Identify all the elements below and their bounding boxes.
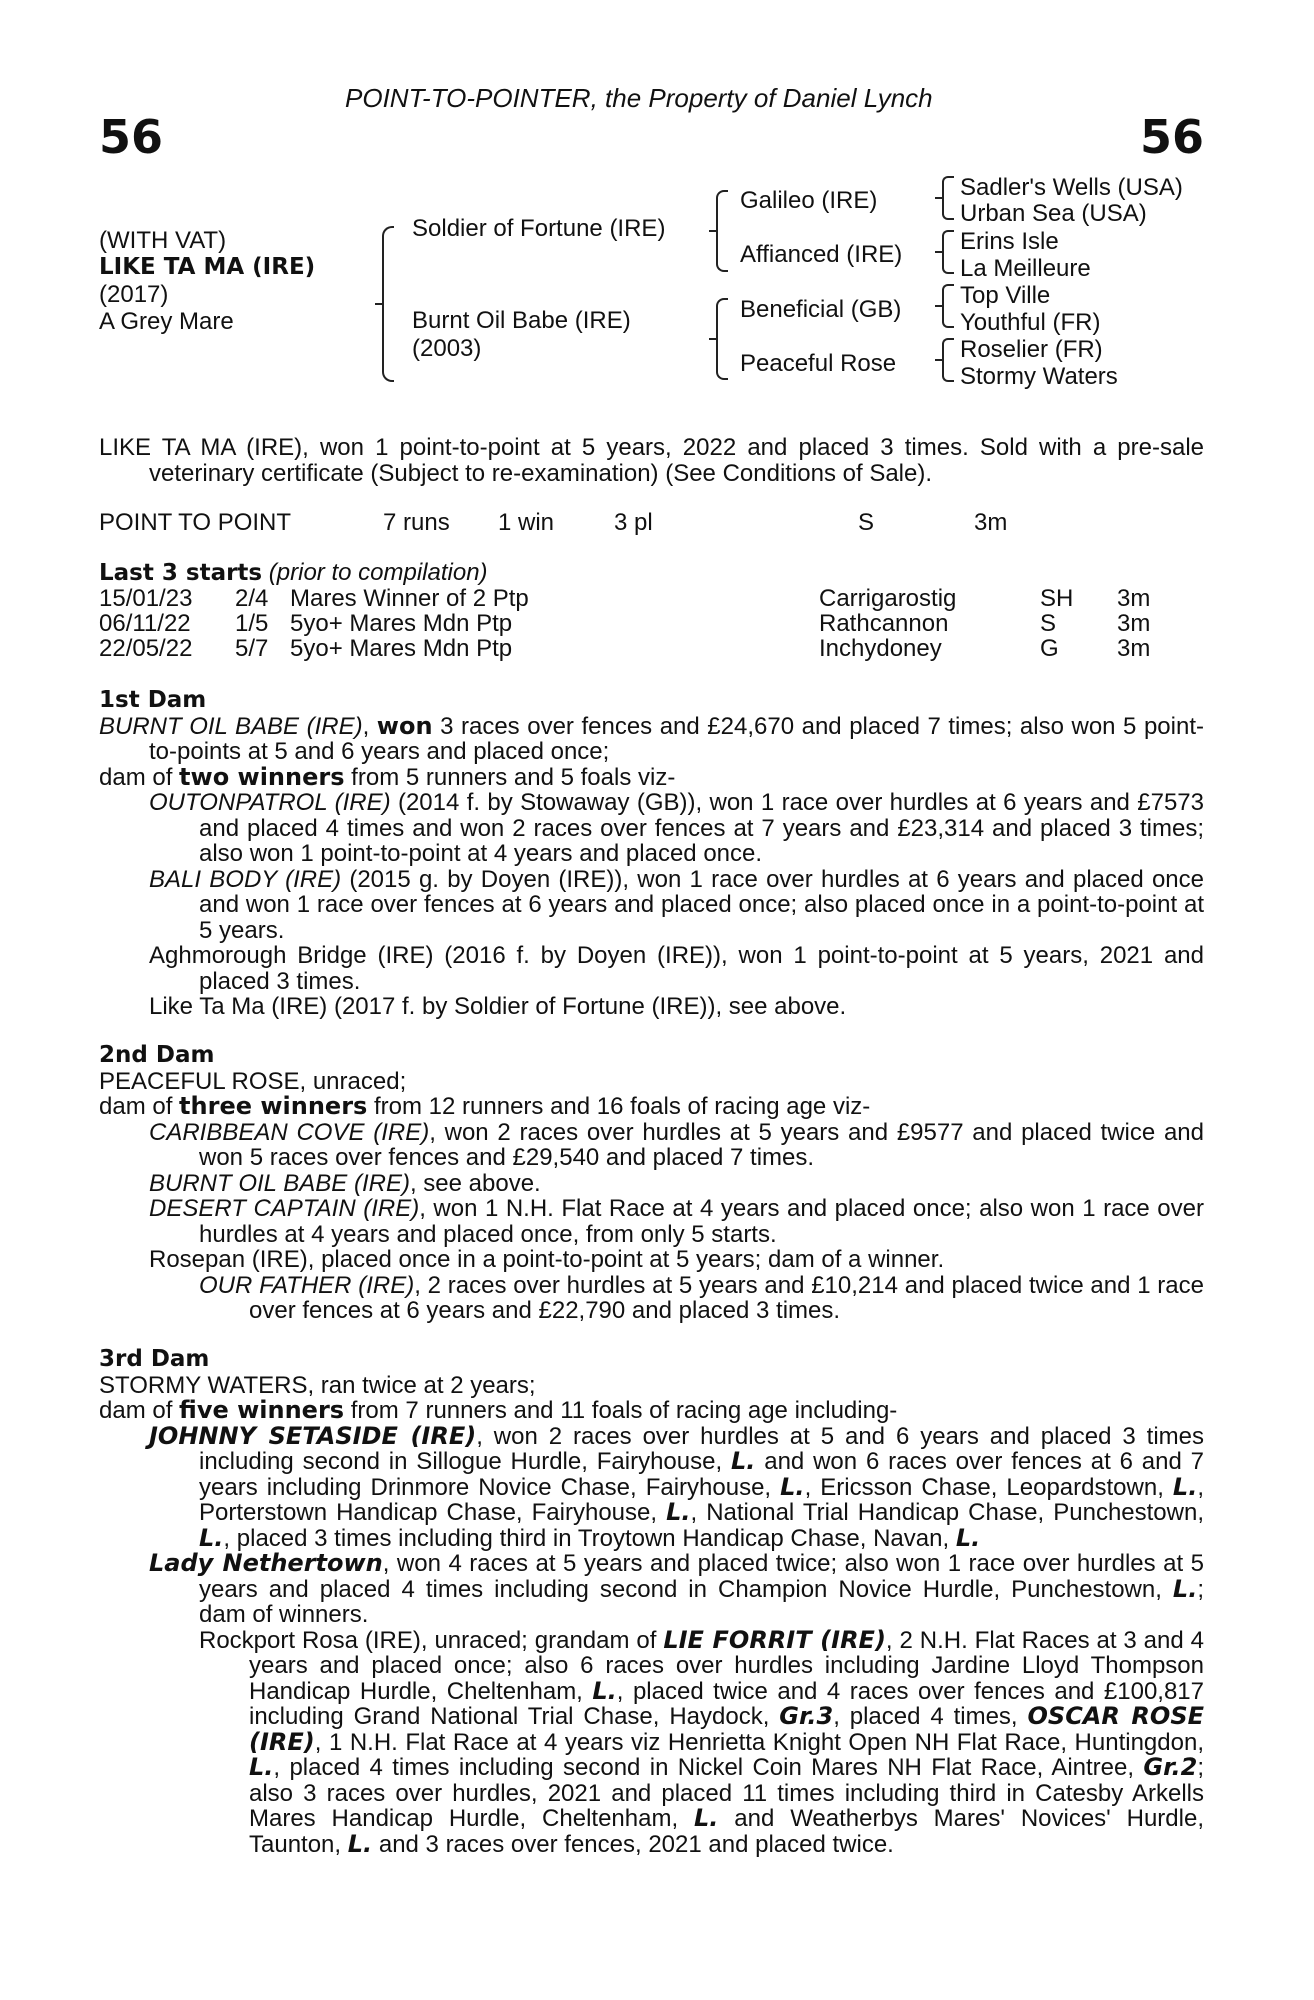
produce-name: CARIBBEAN COVE (IRE) [149, 1118, 430, 1146]
winners-count: five winners [179, 1396, 345, 1424]
produce-item [149, 867, 1204, 944]
produce-item: Lady Nethertown, won 4 races at 5 years and placed twice; also won 1 race over hurdles at 5 years and placed 4 times including second in Champion Novice Hurdle, Punchestown, L.; dam of winners. [149, 1549, 1205, 1628]
granddam-line: Urban Sea (USA) [960, 200, 1147, 227]
record-label: POINT TO POINT [99, 509, 292, 536]
start-position: 2/4 [235, 585, 269, 612]
pedigree-brace-3b [942, 230, 954, 274]
produce-text: (2015 g. by Doyen (IRE)), won 1 race over hurdles at 6 years and placed once and won 1 race over fences at 6 years and placed once; also placed once in a point-to-point at 5 years. [199, 865, 1204, 944]
produce-name: OUR FATHER (IRE) [199, 1271, 415, 1299]
won-label: won [376, 711, 433, 740]
start-going: G [1040, 635, 1059, 662]
record-runs: 7 runs [383, 509, 450, 536]
granddam-line: Sadler's Wells (USA) [960, 174, 1183, 201]
listed-badge: L. [249, 1753, 274, 1781]
granddam-line: Youthful (FR) [960, 309, 1101, 336]
produce-name: LIE FORRIT (IRE) [663, 1625, 886, 1654]
pedigree-brace-2b [716, 298, 728, 380]
granddam-line: Top Ville [960, 282, 1051, 309]
record-distance: 3m [974, 509, 1008, 536]
third-dam-record: STORMY WATERS, ran twice at 2 years; [99, 1371, 536, 1399]
listed-badge: L. [199, 1523, 224, 1552]
start-going: SH [1040, 585, 1074, 612]
produce-text: , 2 races over hurdles at 5 years and £10,214 and placed twice and 1 race over fences at 6 years and £22,790 and placed 3 times. [249, 1271, 1204, 1324]
first-dam-title: 1st Dam [99, 687, 207, 713]
horse-description: A Grey Mare [99, 308, 234, 335]
lot-number-left: 56 [99, 110, 164, 164]
listed-badge: L. [694, 1804, 719, 1832]
listed-badge: L. [666, 1498, 691, 1526]
start-date: 06/11/22 [99, 610, 191, 637]
dam-year: (2003) [412, 335, 482, 362]
start-race: Mares Winner of 2 Ptp [290, 585, 529, 612]
first-dam-name: BURNT OIL BABE (IRE) [99, 712, 363, 740]
winners-count: two winners [179, 762, 345, 791]
produce-name: OSCAR ROSE (IRE) [249, 1702, 1204, 1756]
start-course: Inchydoney [819, 635, 942, 662]
produce-name: BURNT OIL BABE (IRE) [149, 1169, 410, 1197]
listed-badge: L. [1172, 1574, 1198, 1603]
second-dam-record: PEACEFUL ROSE, unraced; [99, 1067, 407, 1095]
start-going: S [1040, 610, 1057, 637]
start-row [0, 586, 1314, 612]
pedigree-brace-2a [716, 190, 728, 272]
listed-badge: L. [1172, 1472, 1198, 1501]
start-course: Carrigarostig [819, 585, 957, 612]
horse-year: (2017) [99, 281, 169, 308]
dam-of-text: dam of [99, 1093, 180, 1120]
last-starts-heading [99, 560, 488, 587]
dam-of-text: dam of [99, 1397, 180, 1424]
first-dam-record: BURNT OIL BABE (IRE), won 3 races over fences and £24,670 and placed 7 times; also won 5 point-to-points at 5 and 6 years and placed once; [99, 711, 1204, 765]
listed-badge: L. [592, 1676, 617, 1705]
first-dam-record-text: 3 races over fences and £24,670 and placed 7 times; also won 5 point-to-points at 5 and 6 years and placed once; [149, 712, 1204, 765]
dam-of-rest: from 5 runners and 5 foals viz- [344, 763, 676, 791]
listed-badge: L. [955, 1523, 981, 1552]
produce-item [149, 790, 1204, 867]
produce-name: DESERT CAPTAIN (IRE) [149, 1195, 420, 1222]
sire-dam: Affianced (IRE) [740, 241, 903, 268]
start-course: Rathcannon [819, 610, 949, 637]
summary-block [99, 435, 1204, 486]
produce-text: , won 1 N.H. Flat Race at 4 years and placed once; also won 1 race over hurdles at 4 years and placed once, from only 5 starts. [199, 1195, 1204, 1248]
pedigree-brace-3d [942, 338, 954, 382]
granddam-line: La Meilleure [960, 255, 1091, 282]
summary-text: LIKE TA MA (IRE), won 1 point-to-point at 5 years, 2022 and placed 3 times. Sold with a pre-sale veterinary certificate (Subject to re-examination) (See Conditions of Sale). [99, 434, 1204, 487]
produce-text: (2014 f. by Stowaway (GB)), won 1 race over hurdles at 6 years and £7573 and placed 4 times and won 2 races over fences at 7 years and £23,314 and placed 3 times; also won 1 point-to-point at 4 years and placed once. [199, 789, 1204, 867]
dam-of-rest: from 7 runners and 11 foals of racing age including- [344, 1397, 898, 1424]
vat-note: (WITH VAT) [99, 227, 227, 254]
second-dam-section [99, 1043, 1204, 1324]
granddam-line: Stormy Waters [960, 363, 1118, 390]
start-race: 5yo+ Mares Mdn Ptp [290, 635, 513, 662]
start-position: 5/7 [235, 635, 269, 662]
third-dam-dam-of [99, 1398, 1204, 1424]
record-placed: 3 pl [614, 509, 653, 536]
start-distance: 3m [1117, 635, 1151, 662]
group2-badge: Gr.2 [1143, 1753, 1198, 1781]
produce-item [199, 1273, 1204, 1324]
third-dam-title: 3rd Dam [99, 1346, 210, 1372]
sire: Soldier of Fortune (IRE) [412, 215, 666, 242]
first-dam-dam-of [99, 762, 1204, 791]
produce-item: Rockport Rosa (IRE), unraced; grandam of LIE FORRIT (IRE), 2 N.H. Flat Races at 3 and 4 years and placed once; also 6 races over hurdles including Jardine Lloyd Thompson Handicap Hurdle, Cheltenham, L., placed twice and 4 races over fences and £100,817 including Grand National Trial Chase, Haydock, Gr.3, placed 4 times, OSCAR ROSE (IRE), 1 N.H. Flat Race at 4 years viz Henrietta Knight Open NH Flat Race, Huntingdon, L., placed 4 times including second in Nickel Coin Mares NH Flat Race, Aintree, Gr.2; also 3 races over hurdles, 2021 and placed 11 times including third in Catesby Arkells Mares Handicap Hurdle, Cheltenham, L. and Weatherbys Mares' Novices' Hurdle, Taunton, L. and 3 races over fences, 2021 and placed twice. [199, 1625, 1204, 1858]
pedigree-brace-3a [942, 176, 954, 220]
produce-item [149, 1171, 1204, 1197]
listed-badge: L. [780, 1472, 805, 1501]
produce-item: Aghmorough Bridge (IRE) (2016 f. by Doyen (IRE)), won 1 point-to-point at 5 years, 2021 and placed 3 times. [149, 942, 1204, 995]
produce-item [149, 1120, 1204, 1171]
produce-item: Rosepan (IRE), placed once in a point-to-point at 5 years; dam of a winner. [149, 1246, 945, 1273]
second-dam-dam-of [99, 1094, 1204, 1120]
produce-text: , see above. [409, 1169, 541, 1197]
granddam-line: Erins Isle [960, 228, 1059, 255]
produce-name: OUTONPATROL (IRE) [149, 789, 391, 816]
produce-name: JOHNNY SETASIDE (IRE) [149, 1421, 477, 1450]
start-position: 1/5 [235, 610, 269, 637]
start-date: 15/01/23 [99, 585, 193, 612]
third-dam-section [99, 1347, 1204, 1857]
record-going: S [858, 509, 875, 536]
listed-badge: L. [347, 1829, 373, 1858]
start-date: 22/05/22 [99, 635, 193, 662]
last-starts-title: Last 3 starts [99, 560, 263, 586]
last-starts-note: (prior to compilation) [268, 559, 488, 586]
granddam-line: Roselier (FR) [960, 336, 1103, 363]
start-distance: 3m [1117, 585, 1151, 612]
pedigree-brace-3c [942, 284, 954, 328]
dam-of-text: dam of [99, 763, 180, 791]
produce-item: JOHNNY SETASIDE (IRE), won 2 races over hurdles at 5 and 6 years and placed 3 times including second in Sillogue Hurdle, Fairyhouse, L. and won 6 races over fences at 6 and 7 years including Drinmore Novice Chase, Fairyhouse, L., Ericsson Chase, Leopardstown, L., Porterstown Handicap Chase, Fairyhouse, L., National Trial Handicap Chase, Punchestown, L., placed 3 times including third in Troytown Handicap Chase, Navan, L. [149, 1421, 1205, 1552]
dam-sire: Beneficial (GB) [740, 296, 902, 323]
listed-badge: L. [730, 1447, 756, 1475]
page-title: POINT-TO-POINTER, the Property of Daniel Lynch [345, 83, 933, 113]
produce-name: Lady Nethertown [149, 1549, 383, 1577]
start-row [0, 611, 1314, 637]
pedigree-brace-1 [382, 226, 394, 382]
produce-item [149, 1196, 1204, 1247]
dam-of-rest: from 12 runners and 16 foals of racing age viz- [367, 1093, 871, 1120]
produce-text: , won 2 races over hurdles at 5 years and £9577 and placed twice and won 5 races over fences and £29,540 and placed 7 times. [199, 1118, 1205, 1171]
produce-item: Like Ta Ma (IRE) (2017 f. by Soldier of Fortune (IRE)), see above. [149, 993, 847, 1020]
sire-sire: Galileo (IRE) [740, 187, 878, 214]
group3-badge: Gr.3 [779, 1702, 834, 1730]
horse-name: LIKE TA MA (IRE) [99, 254, 316, 280]
start-distance: 3m [1117, 610, 1151, 637]
produce-name: BALI BODY (IRE) [149, 865, 342, 893]
winners-count: three winners [179, 1092, 368, 1120]
start-race: 5yo+ Mares Mdn Ptp [290, 610, 513, 637]
second-dam-title: 2nd Dam [99, 1042, 215, 1068]
lot-number-right: 56 [1139, 110, 1204, 164]
dam-dam: Peaceful Rose [740, 350, 897, 377]
record-wins: 1 win [498, 509, 555, 536]
start-row [0, 636, 1314, 662]
dam: Burnt Oil Babe (IRE) [412, 307, 631, 334]
first-dam-section [99, 688, 1204, 1020]
